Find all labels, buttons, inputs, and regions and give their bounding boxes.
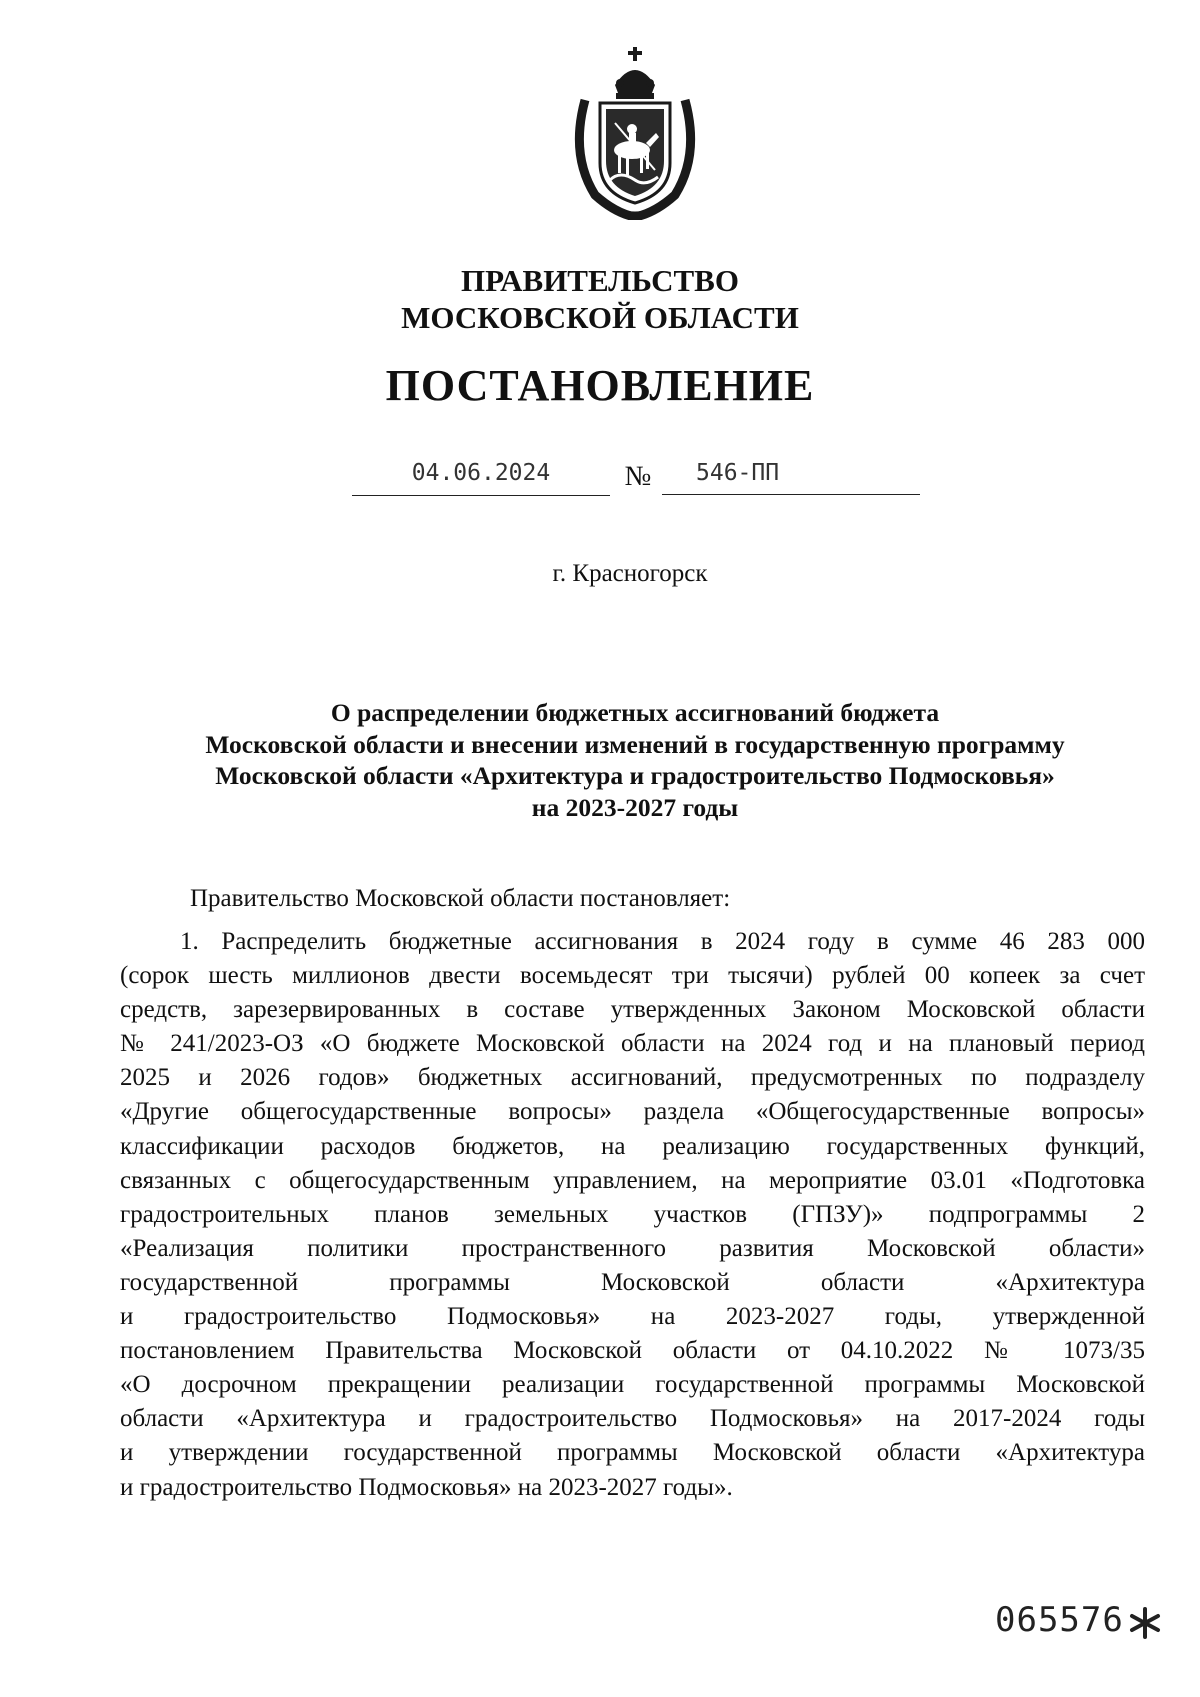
intro-paragraph: Правительство Московской области постановляет: [190,885,731,912]
title-line: Московской области «Архитектура и градостроительство Подмосковья» [215,761,1055,790]
body-line: (сорок шесть миллионов двести восемьдесят три тысячи) рублей 00 копеек за счет [120,962,1145,990]
document-title [100,697,1170,823]
city: г. Красногорск [552,560,708,587]
body-paragraph [120,925,1145,1505]
title-line: О распределении бюджетных ассигнований бюджета [330,698,940,727]
body-line: градостроительных планов земельных участков (ГПЗУ)» подпрограммы 2 [120,1200,1145,1228]
number-sign: № [624,461,652,492]
title-line: Московской области и внесении изменений в государственную программу [205,729,1065,759]
asterisk-mark-icon [1128,1606,1162,1640]
body-line: № 241/2023-ОЗ «О бюджете Московской области на 2024 год и на плановый период [120,1030,1145,1058]
body-line: связанных с общегосударственным управлением, на мероприятие 03.01 «Подготовка [120,1166,1145,1194]
body-line: государственной программы Московской области «Архитектура [120,1268,1145,1296]
title-line: на 2023-2027 годы [531,792,739,822]
document-type: ПОСТАНОВЛЕНИЕ [385,361,815,410]
coat-of-arms-icon [560,45,710,220]
body-line: средств, зарезервированных в составе утвержденных Законом Московской области [120,996,1145,1024]
body-line: «О досрочном прекращении реализации государственной программы Московской [120,1371,1145,1399]
government-name-line2: МОСКОВСКОЙ ОБЛАСТИ [401,300,799,335]
body-line: и градостроительство Подмосковья» на 2023-2027 годы, утвержденной [120,1303,1145,1331]
government-name [0,262,1200,336]
serial-number: 065576 [995,1600,1124,1640]
body-line: постановлением Правительства Московской области от 04.10.2022 № 1073/35 [120,1337,1145,1365]
body-line: области «Архитектура и градостроительство Подмосковья» на 2017-2024 годы [120,1405,1145,1433]
body-line: и утверждении государственной программы Московской области «Архитектура [120,1439,1145,1467]
government-name-line1: ПРАВИТЕЛЬСТВО [461,263,739,298]
body-line: классификации расходов бюджетов, на реализацию государственных функций, [120,1132,1145,1160]
body-line: и градостроительство Подмосковья» на 2023-2027 годы». [120,1473,733,1501]
body-line: «Другие общегосударственные вопросы» раздела «Общегосударственные вопросы» [120,1098,1145,1126]
body-line: 2025 и 2026 годов» бюджетных ассигнований, предусмотренных по подразделу [120,1064,1145,1092]
registration-date: 04.06.2024 [352,455,610,496]
body-line: 1. Распределить бюджетные ассигнования в 2024 году в сумме 46 283 000 [180,928,1145,955]
body-line: «Реализация политики пространственного развития Московской области» [120,1234,1145,1262]
registration-number: 546-ПП [662,455,920,495]
